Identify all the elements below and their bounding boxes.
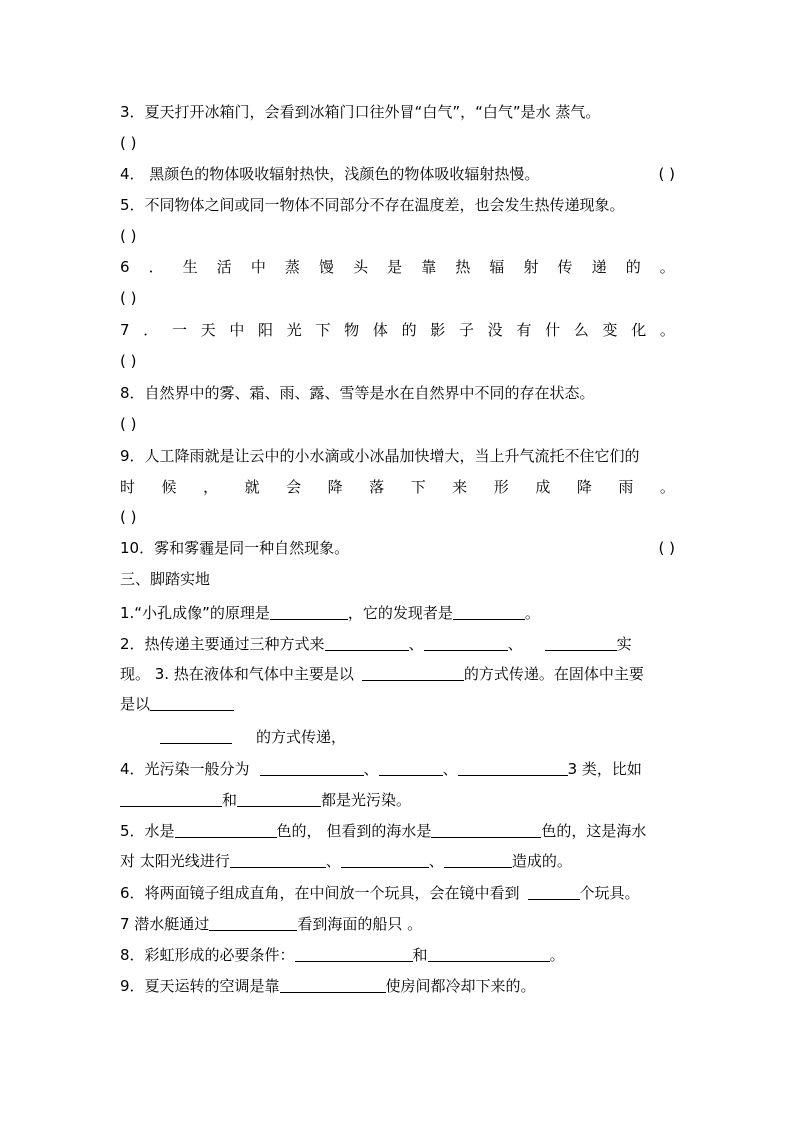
tf-question-5 [120,193,675,217]
answer-blank[interactable] [453,601,525,620]
question-text: 。 [549,946,565,964]
tf-question-text: 4． 黑颜色的物体吸收辐射热快，浅颜色的物体吸收辐射热慢。 [120,165,540,183]
char: 降 [327,478,343,496]
char: 形 [493,478,509,496]
answer-blank[interactable] [280,974,386,993]
question-text: 。 [524,604,540,622]
answer-paren: ( ) [120,134,137,152]
question-text: 看到海面的船只 。 [297,915,423,933]
question-text: 3 类，比如 [567,760,642,778]
fill-question-3 [120,662,675,686]
fill-question-5 [120,819,675,843]
answer-paren: ( ) [658,539,675,557]
char: 降 [576,478,592,496]
char: 一 [171,321,187,339]
char: 影 [430,321,446,339]
question-text: ，它的发现者是 [347,604,453,622]
char: 生 [182,258,198,276]
tf-question-text: 5．不同物体之间或同一物体不同部分不存在温度差，也会发生热传递现象。 [120,196,625,214]
char: 时 [120,478,136,496]
char: 物 [344,321,360,339]
answer-blank[interactable] [260,757,364,776]
answer-paren: ( ) [120,352,137,370]
char: 蒸 [284,258,300,276]
char: 中 [229,321,245,339]
answer-paren: ( ) [120,415,137,433]
answer-blank[interactable] [270,601,348,620]
answer-blank[interactable] [120,788,222,807]
answer-blank[interactable] [230,849,326,868]
char: 阳 [258,321,274,339]
char: 下 [315,321,331,339]
fill-question-9 [120,974,675,998]
char: 6 [120,258,130,276]
char: 下 [410,478,426,496]
question-text: 的方式传递。在固体中主要 [463,665,644,683]
question-text: 2．热传递主要通过三种方式来 [120,635,325,653]
fill-question-3-cont2 [120,725,675,749]
char: 递 [591,258,607,276]
answer-blank[interactable] [362,662,464,681]
answer-paren: ( ) [120,289,137,307]
tf-answer-paren-3 [120,131,675,155]
answer-blank[interactable] [428,943,550,962]
char: 辐 [489,258,505,276]
answer-paren: ( ) [120,508,137,526]
char: 头 [353,258,369,276]
tf-question-9-line2 [120,475,675,499]
char: 。 [659,258,675,276]
char: 落 [369,478,385,496]
question-text: 和 [222,791,238,809]
tf-question-9 [120,444,675,468]
question-text: 、 [442,760,458,778]
section-title [120,567,675,591]
tf-answer-paren-7 [120,349,675,373]
question-text: 、 [507,635,523,653]
tf-question-6 [120,255,675,279]
answer-blank[interactable] [545,632,617,651]
tf-question-10 [120,536,675,560]
tf-answer-paren-5 [120,224,675,248]
char: ． [143,321,159,339]
answer-paren: ( ) [658,165,675,183]
question-text: 、 [408,635,424,653]
tf-question-7 [120,318,675,342]
char: 变 [602,321,618,339]
question-text: 6．将两面镜子组成直角，在中间放一个玩具，会在镜中看到 [120,884,520,902]
tf-question-8 [120,381,675,405]
question-text: 7 潜水艇通过 [120,915,210,933]
answer-blank[interactable] [237,788,321,807]
char: 靠 [421,258,437,276]
char: 射 [523,258,539,276]
fill-question-4-cont [120,788,675,812]
answer-blank[interactable] [325,632,409,651]
fill-question-1 [120,601,675,625]
char: 传 [557,258,573,276]
question-text: 1.“小孔成像”的原理是 [120,604,270,622]
answer-blank[interactable] [444,849,512,868]
answer-blank[interactable] [528,881,580,900]
char: 馒 [319,258,335,276]
tf-answer-paren-8 [120,412,675,436]
tf-answer-paren-6 [120,286,675,310]
tf-question-text: 3．夏天打开冰箱门，会看到冰箱门口往外冒“白气”，“白气”是水 蒸气。 [120,103,601,121]
question-text: 、 [363,760,379,778]
question-text: 色的， 但看到的海水是 [276,822,432,840]
answer-blank[interactable] [458,757,568,776]
char: 没 [487,321,503,339]
tf-question-text: 9．人工降雨就是让云中的小水滴或小冰晶加快增大，当上升气流托不住它们的 [120,447,640,465]
char: 。 [659,321,675,339]
char: 的 [401,321,417,339]
answer-blank[interactable] [209,912,297,931]
char: 是 [387,258,403,276]
question-text: 对 太阳光线进行 [120,852,230,870]
tf-question-4 [120,162,675,186]
char: 么 [573,321,589,339]
fill-question-2 [120,632,675,656]
char: 什 [545,321,561,339]
question-text: 造成的。 [511,852,572,870]
fill-question-7 [120,912,675,936]
question-text: 4．光污染一般分为 [120,760,250,778]
question-text: 9．夏天运转的空调是靠 [120,977,280,995]
char: 天 [200,321,216,339]
question-text: 现。 3. 热在液体和气体中主要是以 [120,665,354,683]
answer-blank[interactable] [150,692,234,711]
question-text: 、 [325,852,341,870]
tf-answer-paren-9 [120,505,675,529]
answer-blank[interactable] [341,849,429,868]
char: ． [148,258,164,276]
section-heading: 三、脚踏实地 [120,570,211,588]
answer-blank[interactable] [160,725,232,744]
char: 的 [625,258,641,276]
char: 有 [516,321,532,339]
char: 中 [250,258,266,276]
char: 热 [455,258,471,276]
char: 光 [286,321,302,339]
char: 会 [286,478,302,496]
char: 来 [452,478,468,496]
question-text: 实 [616,635,632,653]
question-text: 和 [412,946,428,964]
question-text: 5．水是 [120,822,175,840]
question-text: 8．彩虹形成的必要条件： [120,946,295,964]
question-text: 使房间都冷却下来的。 [385,977,536,995]
char: 成 [535,478,551,496]
char: 。 [659,478,675,496]
fill-question-8 [120,943,675,967]
char: 子 [458,321,474,339]
question-text: 、 [428,852,444,870]
answer-blank[interactable] [431,819,541,838]
char: 化 [631,321,647,339]
question-text: 个玩具。 [579,884,640,902]
tf-question-text: 10．雾和雾霾是同一种自然现象。 [120,539,350,557]
char: 活 [216,258,232,276]
tf-question-3 [120,100,675,124]
question-text: 都是光污染。 [321,791,412,809]
char: 体 [372,321,388,339]
char: 雨 [618,478,634,496]
question-text: 的方式传递， [256,728,347,746]
question-text: 色的，这是海水 [541,822,647,840]
question-text: 是以 [120,695,151,713]
answer-blank[interactable] [424,632,508,651]
tf-question-text: 8．自然界中的雾、霜、雨、露、雪等是水在自然界中不同的存在状态。 [120,384,595,402]
answer-blank[interactable] [295,943,413,962]
char: ， [203,478,219,496]
fill-question-5-cont [120,849,675,873]
answer-blank[interactable] [379,757,443,776]
char: 候 [161,478,177,496]
char: 就 [244,478,260,496]
fill-question-4 [120,757,675,781]
char: 7 [120,321,130,339]
fill-question-3-cont [120,692,675,716]
answer-blank[interactable] [175,819,277,838]
answer-paren: ( ) [120,227,137,245]
fill-question-6 [120,881,675,905]
